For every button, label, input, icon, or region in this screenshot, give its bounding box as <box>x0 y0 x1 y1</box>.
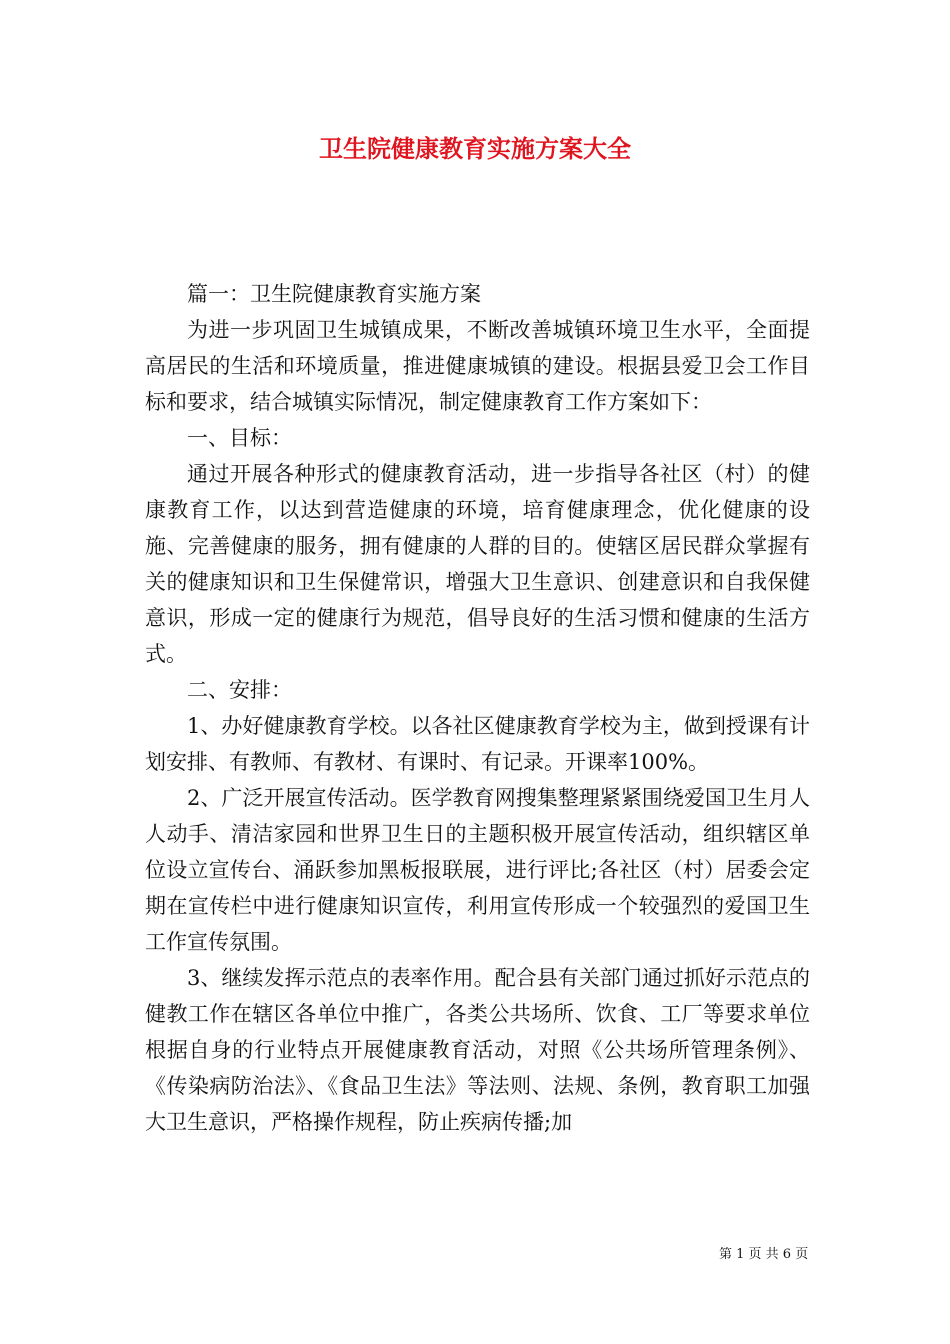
body-paragraph: 2、广泛开展宣传活动。医学教育网搜集整理紧紧围绕爱国卫生月人人动手、清洁家园和世界卫生日的主题积极开展宣传活动，组织辖区单位设立宣传台、涌跃参加黑板报联展，进行评比;各社区（村）居委会定期在宣传栏中进行健康知识宣传，利用宣传形成一个较强烈的爱国卫生工作宣传氛围。 <box>145 786 810 954</box>
section-heading: 二、安排： <box>187 678 292 702</box>
body-paragraph: 1、办好健康教育学校。以各社区健康教育学校为主，做到授课有计划安排、有教师、有教材、有课时、有记录。开课率100%。 <box>145 714 810 774</box>
document-title: 卫生院健康教育实施方案大全 <box>319 134 631 163</box>
section-heading: 一、目标： <box>187 426 292 450</box>
body-paragraph: 通过开展各种形式的健康教育活动，进一步指导各社区（村）的健康教育工作，以达到营造健康的环境，培育健康理念，优化健康的设施、完善健康的服务，拥有健康的人群的目的。使辖区居民群众掌握有关的健康知识和卫生保健常识，增强大卫生意识、创建意识和自我保健意识，形成一定的健康行为规范，倡导良好的生活习惯和健康的生活方式。 <box>145 462 810 666</box>
section-heading: 篇一：卫生院健康教育实施方案 <box>187 282 481 306</box>
document-body <box>145 276 810 1140</box>
page-number-footer: 第 1 页 共 6 页 <box>719 1247 809 1262</box>
body-paragraph: 为进一步巩固卫生城镇成果，不断改善城镇环境卫生水平，全面提高居民的生活和环境质量，推进健康城镇的建设。根据县爱卫会工作目标和要求，结合城镇实际情况，制定健康教育工作方案如下： <box>145 318 810 414</box>
body-paragraph: 3、继续发挥示范点的表率作用。配合县有关部门通过抓好示范点的健教工作在辖区各单位中推广，各类公共场所、饮食、工厂等要求单位根据自身的行业特点开展健康教育活动，对照《公共场所管理条例》、《传染病防治法》、《食品卫生法》等法则、法规、条例，教育职工加强大卫生意识，严格操作规程，防止疾病传播;加 <box>145 966 810 1134</box>
